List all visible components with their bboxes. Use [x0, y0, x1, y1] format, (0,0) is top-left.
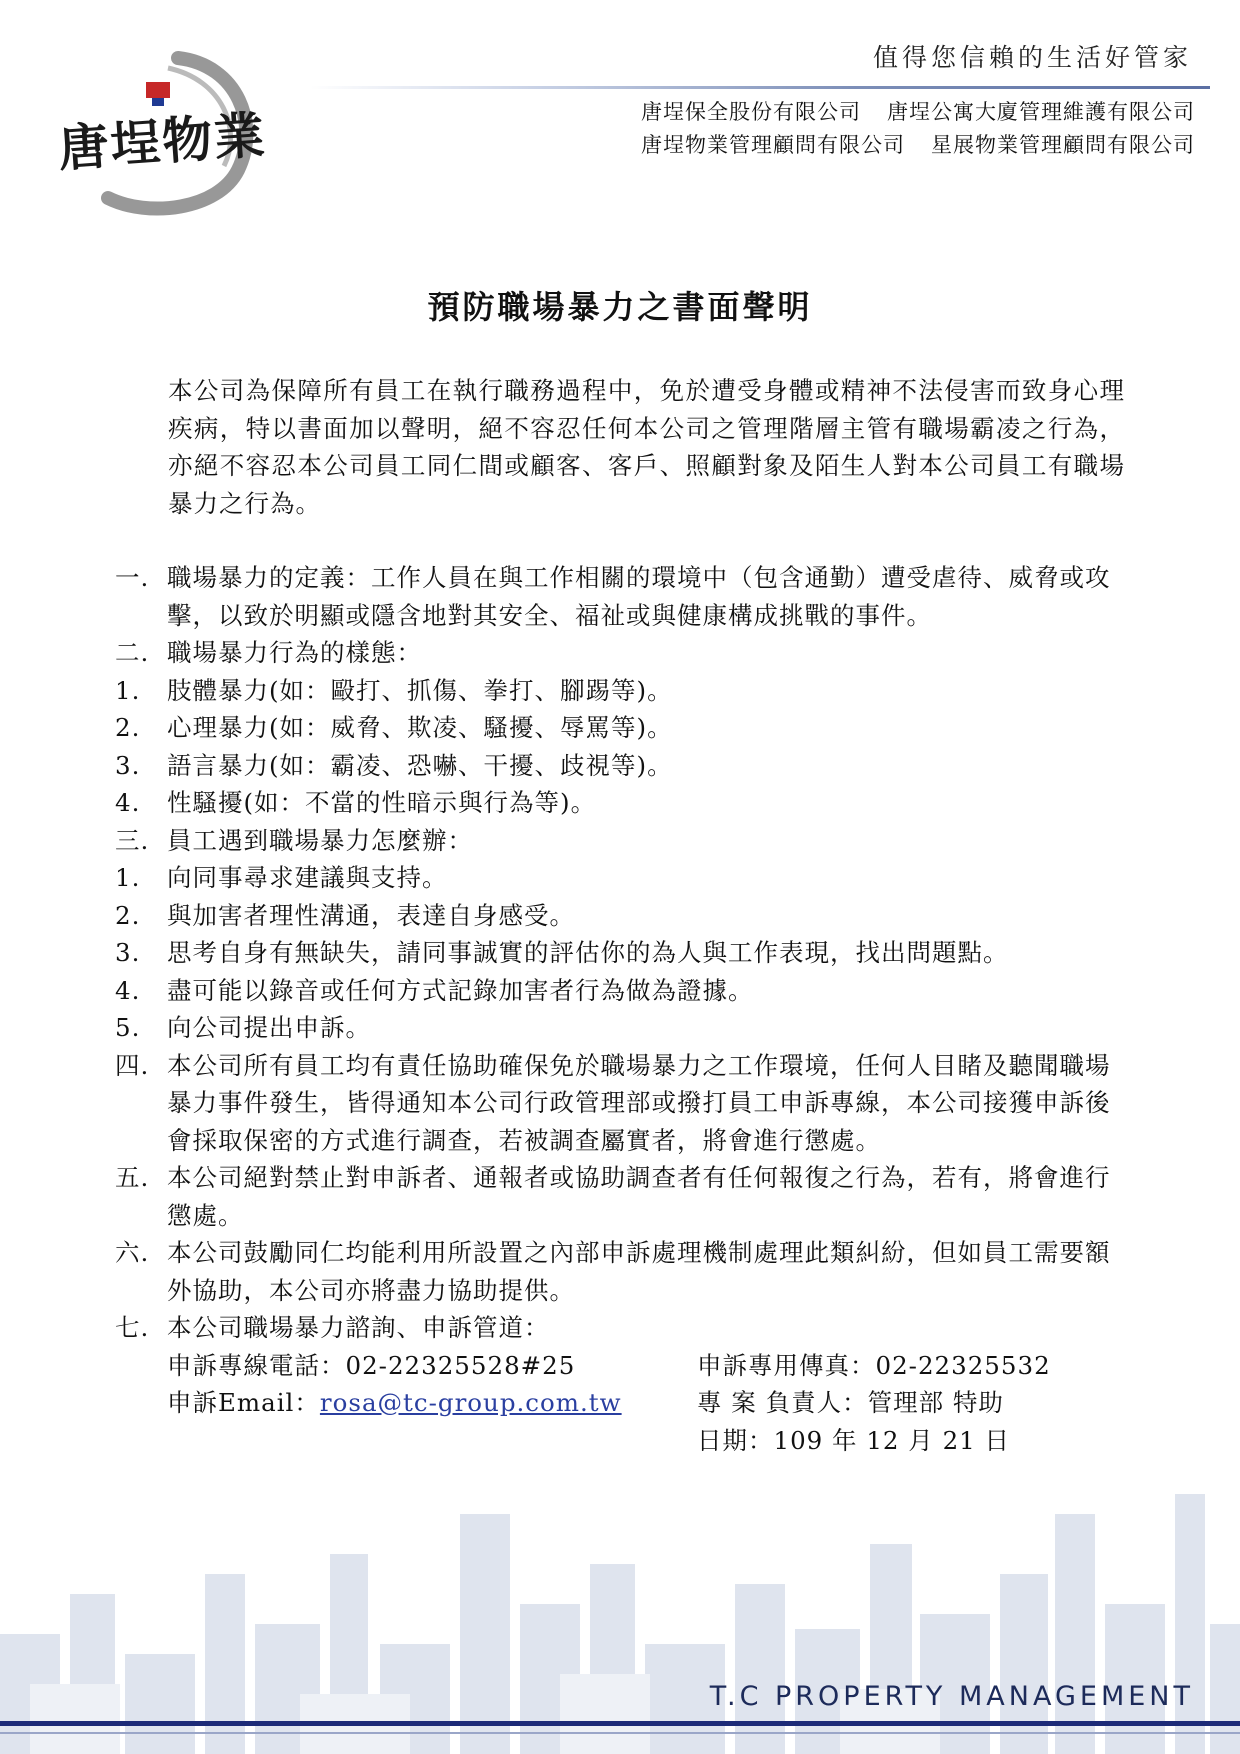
- footer-bar-thin: [0, 1732, 1240, 1734]
- email-link[interactable]: rosa@tc-group.com.tw: [319, 1388, 622, 1417]
- list-item: [115, 747, 1125, 785]
- list-marker: 一.: [115, 563, 150, 592]
- list-item: [115, 1009, 1125, 1047]
- list-item: [115, 1159, 1125, 1234]
- company-row: [615, 129, 1195, 162]
- list-marker: 4.: [115, 788, 141, 817]
- intro-paragraph: 本公司為保障所有員工在執行職務過程中，免於遭受身體或精神不法侵害而致身心理疾病，特以書面加以聲明，絕不容忍任何本公司之管理階層主管有職場霸凌之行為，亦絕不容忍本公司員工同仁間或顧客、客戶、照顧對象及陌生人對本公司員工有職場暴力之行為。: [168, 376, 1125, 518]
- list-item: [115, 934, 1125, 972]
- list-text: 心理暴力(如：威脅、欺凌、騷擾、辱罵等)。: [167, 713, 673, 742]
- list-item: [115, 822, 1125, 860]
- list-item: [115, 784, 1125, 822]
- tagline: 值得您信賴的生活好管家: [872, 43, 1192, 72]
- list-marker: 4.: [115, 975, 141, 1005]
- document-date: 日期：109 年 12 月 21 日: [697, 1425, 1011, 1455]
- list-item: [115, 1047, 1125, 1160]
- list-text: 本公司絕對禁止對申訴者、通報者或協助調查者有任何報復之行為，若有，將會進行懲處。: [167, 1163, 1111, 1230]
- list-marker: 3.: [115, 750, 141, 780]
- company-logo: [28, 40, 268, 220]
- list-text: 本公司鼓勵同仁均能利用所設置之內部申訴處理機制處理此類糾紛，但如員工需要額外協助，本公司亦將盡力協助提供。: [167, 1238, 1111, 1305]
- list-item: [115, 1234, 1125, 1309]
- footer-brand: T.C PROPERTY MANAGEMENT: [709, 1681, 1194, 1712]
- company-name: 唐埕保全股份有限公司: [641, 100, 861, 124]
- company-name: 唐埕物業管理顧問有限公司: [641, 133, 905, 157]
- header-divider: [310, 86, 1210, 89]
- list-marker: 2.: [115, 713, 141, 742]
- document-body: [115, 372, 1125, 1459]
- list-marker: 七.: [115, 1313, 150, 1342]
- company-row: [615, 96, 1195, 129]
- list-item: [115, 972, 1125, 1010]
- project-owner: 專 案 負責人：管理部 特助: [697, 1388, 1004, 1417]
- complaint-phone: 申訴專線電話：02-22325528#25: [167, 1350, 576, 1380]
- list-marker: 5.: [115, 1013, 141, 1042]
- list-marker: 3.: [115, 938, 141, 967]
- list-text: 向同事尋求建議與支持。: [167, 863, 448, 892]
- list-text: 向公司提出申訴。: [167, 1013, 371, 1042]
- list-item: [115, 559, 1125, 634]
- document-title: 預防職場暴力之書面聲明: [427, 288, 813, 326]
- company-name: 唐埕公寓大廈管理維護有限公司: [887, 100, 1195, 124]
- contact-block: [167, 1347, 1125, 1460]
- footer-bar: [0, 1721, 1240, 1726]
- list-text: 職場暴力行為的樣態：: [167, 638, 422, 667]
- logo-text: 唐埕物業: [56, 104, 269, 179]
- list-item: [115, 709, 1125, 747]
- list-marker: 1.: [115, 863, 141, 892]
- list-text: 盡可能以錄音或任何方式記錄加害者行為做為證據。: [167, 975, 754, 1005]
- list-text: 本公司所有員工均有責任協助確保免於職場暴力之工作環境，任何人目睹及聽聞職場暴力事件發生，皆得通知本公司行政管理部或撥打員工申訴專線，本公司接獲申訴後會採取保密的方式進行調查，若被調查屬實者，將會進行懲處。: [167, 1050, 1111, 1155]
- list-text: 性騷擾(如：不當的性暗示與行為等)。: [167, 788, 597, 817]
- list-marker: 1.: [115, 675, 141, 705]
- list-item: [115, 859, 1125, 897]
- company-name: 星展物業管理顧問有限公司: [931, 133, 1195, 157]
- company-list: [615, 96, 1195, 162]
- list-text: 員工遇到職場暴力怎麼辦：: [167, 825, 473, 855]
- list-marker: 三.: [115, 825, 150, 855]
- list-marker: 2.: [115, 900, 141, 930]
- list-marker: 四.: [115, 1050, 150, 1080]
- list-text: 本公司職場暴力諮詢、申訴管道：: [167, 1313, 550, 1342]
- list-item: [115, 672, 1125, 710]
- email-label: 申訴Email：: [167, 1388, 320, 1417]
- list-item: [115, 897, 1125, 935]
- list-marker: 五.: [115, 1163, 150, 1192]
- list-text: 肢體暴力(如：毆打、抓傷、拳打、腳踢等)。: [167, 675, 673, 705]
- list-marker: 二.: [115, 638, 150, 667]
- list-text: 思考自身有無缺失，請同事誠實的評估你的為人與工作表現，找出問題點。: [167, 938, 1009, 967]
- complaint-fax: 申訴專用傳真：02-22325532: [697, 1350, 1051, 1380]
- list-text: 語言暴力(如：霸凌、恐嚇、干擾、歧視等)。: [167, 750, 673, 780]
- list-marker: 六.: [115, 1238, 150, 1267]
- list-item: [115, 634, 1125, 672]
- list-item: [115, 1309, 1125, 1347]
- list-text: 與加害者理性溝通，表達自身感受。: [167, 900, 575, 930]
- list-text: 職場暴力的定義：工作人員在與工作相關的環境中（包含通勤）遭受虐待、威脅或攻擊，以致於明顯或隱含地對其安全、福祉或與健康構成挑戰的事件。: [167, 563, 1111, 630]
- complaint-email: [167, 1384, 697, 1422]
